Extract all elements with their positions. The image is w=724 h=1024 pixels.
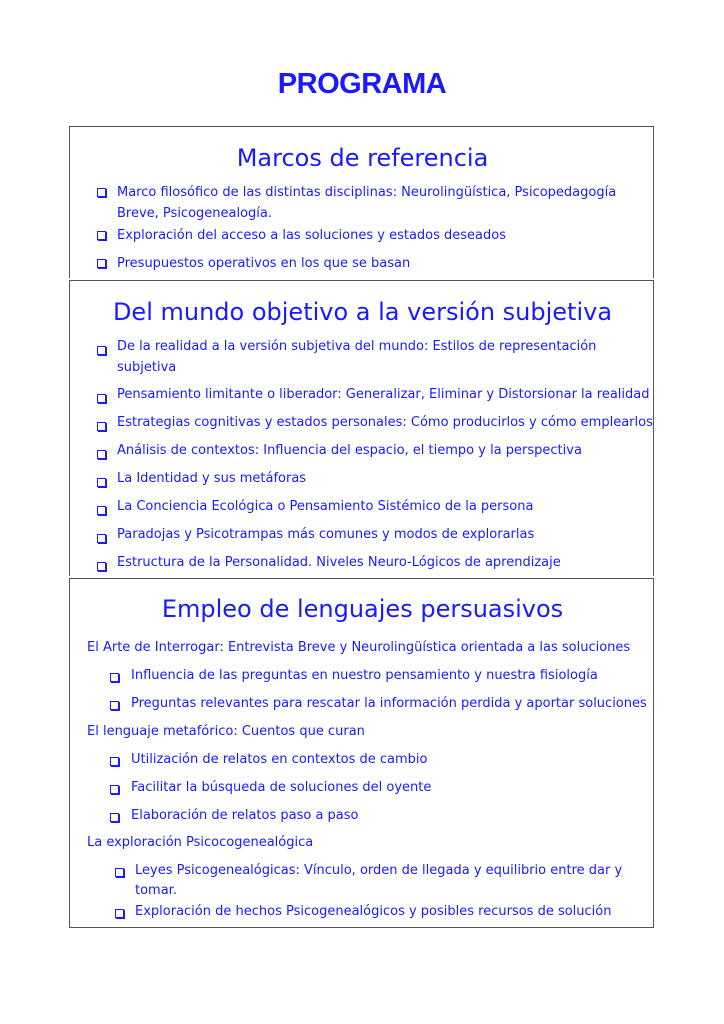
list-item-text: Marco filosófico de las distintas disciplinas: Neurolingüística, Psicopedagogía: [117, 185, 617, 200]
bullet-icon: [97, 259, 106, 268]
section-heading-mundo: Del mundo objetivo a la versión subjetiva: [112, 298, 613, 326]
bullet-icon: [110, 701, 119, 710]
subhead: El lenguaje metafórico: Cuentos que curan: [87, 724, 365, 739]
bullet-icon: [115, 909, 124, 918]
subhead: La exploración Psicocogenealógica: [87, 835, 314, 850]
bullet-icon: [97, 394, 106, 403]
list-item-text: Paradojas y Psicotrampas más comunes y modos de explorarlas: [117, 527, 535, 542]
bullet-icon: [115, 868, 124, 877]
list-item-text: Análisis de contextos: Influencia del espacio, el tiempo y la perspectiva: [117, 443, 582, 458]
list-item-text: Elaboración de relatos paso a paso: [131, 808, 359, 823]
list-item-text: Estrategias cognitivas y estados personales: Cómo producirlos y cómo emplearlos: [117, 415, 653, 430]
section-heading-lenguajes: Empleo de lenguajes persuasivos: [161, 595, 564, 623]
list-item-text: Pensamiento limitante o liberador: Generalizar, Eliminar y Distorsionar la realidad: [117, 387, 650, 402]
bullet-icon: [110, 757, 119, 766]
bullet-icon: [110, 785, 119, 794]
bullet-icon: [97, 534, 106, 543]
bullet-icon: [97, 478, 106, 487]
list-item-text: Preguntas relevantes para rescatar la información perdida y aportar soluciones: [131, 696, 647, 711]
bullet-icon: [97, 422, 106, 431]
list-item-text: Utilización de relatos en contextos de cambio: [131, 752, 428, 767]
bullet-icon: [97, 562, 106, 571]
bullet-icon: [97, 231, 106, 240]
list-item-text: Influencia de las preguntas en nuestro pensamiento y nuestra fisiología: [131, 668, 598, 683]
list-item-text-cont: tomar.: [135, 883, 177, 898]
section-heading-marcos: Marcos de referencia: [236, 144, 489, 172]
list-item-text: Estructura de la Personalidad. Niveles Neuro-Lógicos de aprendizaje: [117, 555, 561, 570]
bullet-icon: [97, 506, 106, 515]
list-item-text: Exploración de hechos Psicogenealógicos y posibles recursos de solución: [135, 904, 612, 919]
page-title: PROGRAMA: [277, 68, 447, 100]
list-item-text: Exploración del acceso a las soluciones y estados deseados: [117, 228, 506, 243]
list-item-text: De la realidad a la versión subjetiva del mundo: Estilos de representación: [117, 339, 597, 354]
list-item-text: Leyes Psicogenealógicas: Vínculo, orden de llegada y equilibrio entre dar y: [135, 863, 623, 878]
list-item-text: Facilitar la búsqueda de soluciones del oyente: [131, 780, 432, 795]
bullet-icon: [97, 188, 106, 197]
bullet-icon: [97, 346, 106, 355]
bullet-icon: [110, 813, 119, 822]
list-item-text: Presupuestos operativos en los que se basan: [117, 256, 411, 271]
list-item-text-cont: Breve, Psicogenealogía.: [117, 206, 273, 221]
list-item-text: La Identidad y sus metáforas: [117, 471, 307, 486]
list-item-text: La Conciencia Ecológica o Pensamiento Sistémico de la persona: [117, 499, 534, 514]
list-item-text-cont: subjetiva: [117, 360, 177, 375]
subhead: El Arte de Interrogar: Entrevista Breve y Neurolingüística orientada a las soluciones: [87, 640, 631, 655]
bullet-icon: [97, 450, 106, 459]
bullet-icon: [110, 673, 119, 682]
